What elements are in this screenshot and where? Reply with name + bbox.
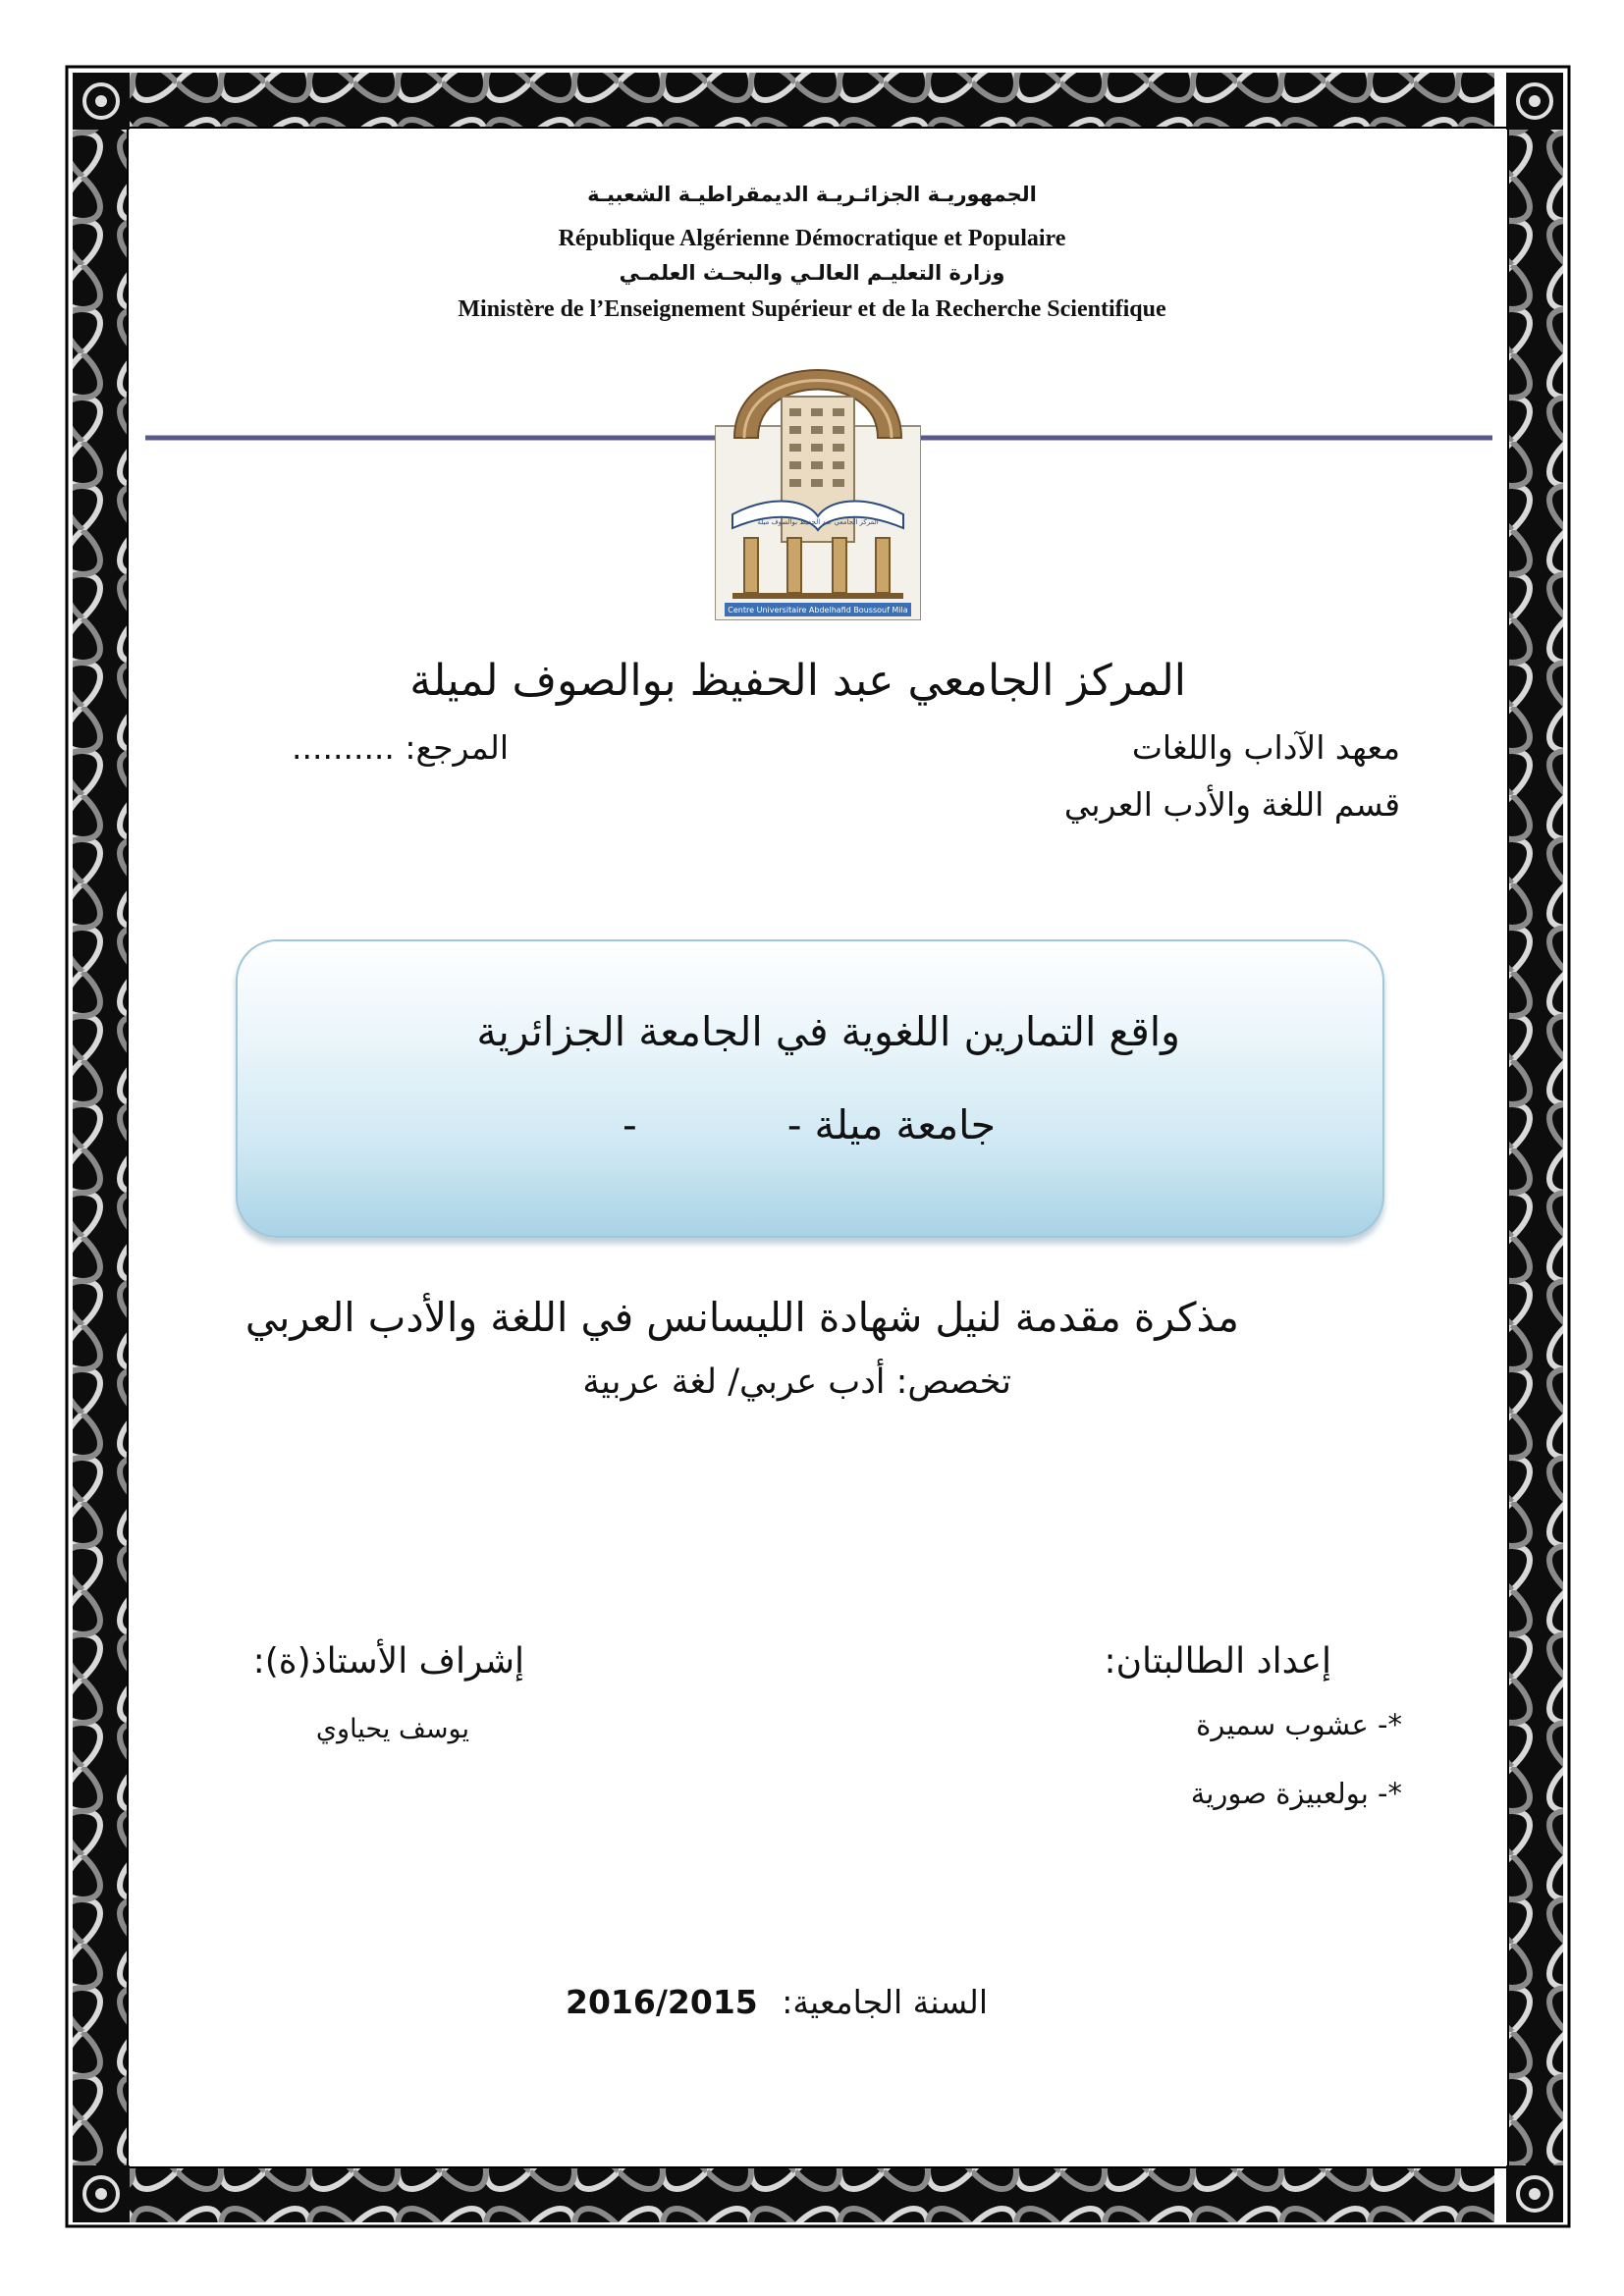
degree-statement: مذكرة مقدمة لنيل شهادة الليسانس في اللغة والأدب العربي	[244, 1294, 1239, 1341]
institute-name: معهد الآداب واللغات	[1131, 728, 1400, 767]
logo-caption-french: Centre Universitaire Abdelhafid Boussouf Mila	[728, 606, 908, 614]
thesis-title-box	[236, 939, 1384, 1238]
supervisor-label: إشراف الأستاذ(ة):	[252, 1641, 524, 1682]
supervisor-name: يوسف يحياوي	[315, 1714, 469, 1744]
thesis-subtitle-dash: -	[623, 1101, 637, 1148]
student-name: *- بولعبيزة صورية	[1190, 1777, 1402, 1810]
ministry-name-arabic: وزارة التعليـم العالـي والبحـث العلمـي	[619, 261, 1005, 285]
students-label: إعداد الطالبتان:	[1104, 1641, 1331, 1682]
university-name: المركز الجامعي عبد الحفيظ بوالصوف لميلة	[409, 656, 1186, 706]
academic-year-value: 2016/2015	[566, 1983, 758, 2021]
specialty: تخصص: أدب عربي/ لغة عربية	[582, 1362, 1011, 1402]
university-logo	[715, 328, 921, 620]
ministry-name-french: Ministère de l’Enseignement Supérieur et de la Recherche Scientifique	[458, 296, 1166, 322]
academic-year-label: السنة الجامعية:	[782, 1983, 988, 2021]
thesis-title: واقع التمارين اللغوية في الجامعة الجزائرية	[476, 1008, 1180, 1055]
logo-caption-arabic: المركز الجامعي عبد الحفيظ بوالصوف ميلة	[757, 518, 879, 526]
department-name: قسم اللغة والأدب العربي	[1063, 785, 1400, 824]
reference-number: المرجع: ..........	[292, 728, 509, 767]
republic-name-arabic: الجمهوريـة الجزائـريـة الديمقراطيـة الشعبيـة	[587, 183, 1037, 206]
republic-name-french: République Algérienne Démocratique et Populaire	[558, 226, 1066, 251]
student-name: *- عشوب سميرة	[1196, 1708, 1402, 1741]
thesis-subtitle: جامعة ميلة -	[786, 1101, 996, 1148]
